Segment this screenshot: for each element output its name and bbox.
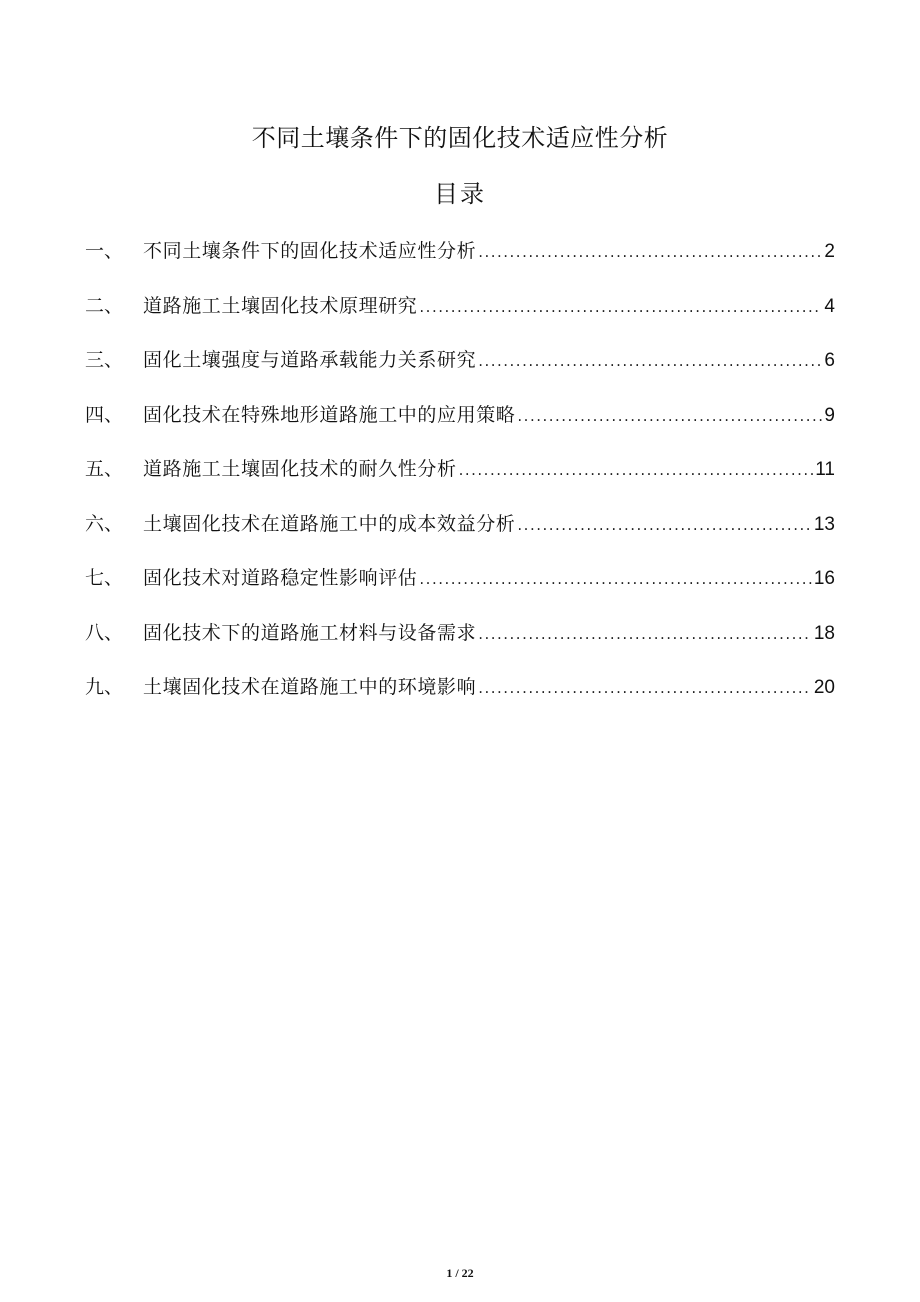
toc-entry-title[interactable]: 固化技术对道路稳定性影响评估 bbox=[143, 567, 418, 589]
toc-dot-leader bbox=[419, 292, 822, 322]
toc-entry-page[interactable]: 18 bbox=[813, 622, 835, 644]
toc-entry[interactable] bbox=[85, 400, 835, 455]
toc-entry-page[interactable]: 2 bbox=[824, 241, 835, 262]
toc-entry-number: 四、 bbox=[85, 403, 124, 426]
toc-entry[interactable] bbox=[85, 563, 835, 618]
document-title: 不同土壤条件下的固化技术适应性分析 bbox=[251, 124, 669, 152]
toc-dot-leader bbox=[478, 237, 822, 267]
toc-entry[interactable] bbox=[85, 672, 835, 727]
toc-entry-page[interactable]: 13 bbox=[813, 513, 835, 535]
toc-entry-number: 九、 bbox=[85, 676, 124, 698]
toc-entry-number: 三、 bbox=[85, 349, 124, 371]
toc-entry[interactable] bbox=[85, 345, 835, 400]
toc-entry-number: 八、 bbox=[85, 621, 124, 644]
toc-entry[interactable] bbox=[85, 291, 835, 346]
toc-entry-title[interactable]: 土壤固化技术在道路施工中的环境影响 bbox=[143, 676, 477, 698]
toc-entry-number: 一、 bbox=[85, 240, 124, 262]
toc-entry-title[interactable]: 固化技术在特殊地形道路施工中的应用策略 bbox=[143, 403, 516, 426]
page-number-footer: 1 / 22 bbox=[446, 1266, 474, 1280]
toc-entry-page[interactable]: 6 bbox=[824, 350, 835, 371]
toc-entry-number: 六、 bbox=[85, 512, 124, 535]
toc-entry-page[interactable]: 20 bbox=[813, 677, 835, 698]
toc-entry-number: 二、 bbox=[85, 294, 124, 317]
toc-entry-title[interactable]: 固化土壤强度与道路承载能力关系研究 bbox=[143, 349, 477, 371]
toc-dot-leader bbox=[517, 401, 822, 431]
table-of-contents bbox=[85, 236, 835, 727]
toc-entry-number: 五、 bbox=[85, 458, 124, 480]
toc-entry[interactable] bbox=[85, 454, 835, 509]
toc-entry-page[interactable]: 4 bbox=[824, 295, 835, 317]
toc-entry-page[interactable]: 11 bbox=[815, 459, 835, 480]
toc-dot-leader bbox=[517, 510, 811, 540]
toc-entry[interactable] bbox=[85, 509, 835, 564]
toc-dot-leader bbox=[478, 619, 812, 649]
toc-heading: 目录 bbox=[434, 180, 486, 208]
toc-dot-leader bbox=[478, 673, 812, 703]
toc-entry-title[interactable]: 固化技术下的道路施工材料与设备需求 bbox=[143, 621, 477, 644]
toc-dot-leader bbox=[459, 455, 814, 485]
toc-entry-title[interactable]: 道路施工土壤固化技术的耐久性分析 bbox=[143, 458, 457, 480]
toc-dot-leader bbox=[478, 346, 822, 376]
toc-entry-number: 七、 bbox=[85, 567, 124, 589]
toc-entry[interactable] bbox=[85, 236, 835, 291]
toc-entry-title[interactable]: 道路施工土壤固化技术原理研究 bbox=[143, 294, 418, 317]
toc-dot-leader bbox=[419, 564, 811, 594]
toc-entry[interactable] bbox=[85, 618, 835, 673]
toc-entry-page[interactable]: 9 bbox=[824, 404, 835, 426]
toc-entry-page[interactable]: 16 bbox=[813, 568, 835, 589]
toc-entry-title[interactable]: 土壤固化技术在道路施工中的成本效益分析 bbox=[143, 512, 516, 535]
toc-entry-title[interactable]: 不同土壤条件下的固化技术适应性分析 bbox=[143, 240, 477, 262]
